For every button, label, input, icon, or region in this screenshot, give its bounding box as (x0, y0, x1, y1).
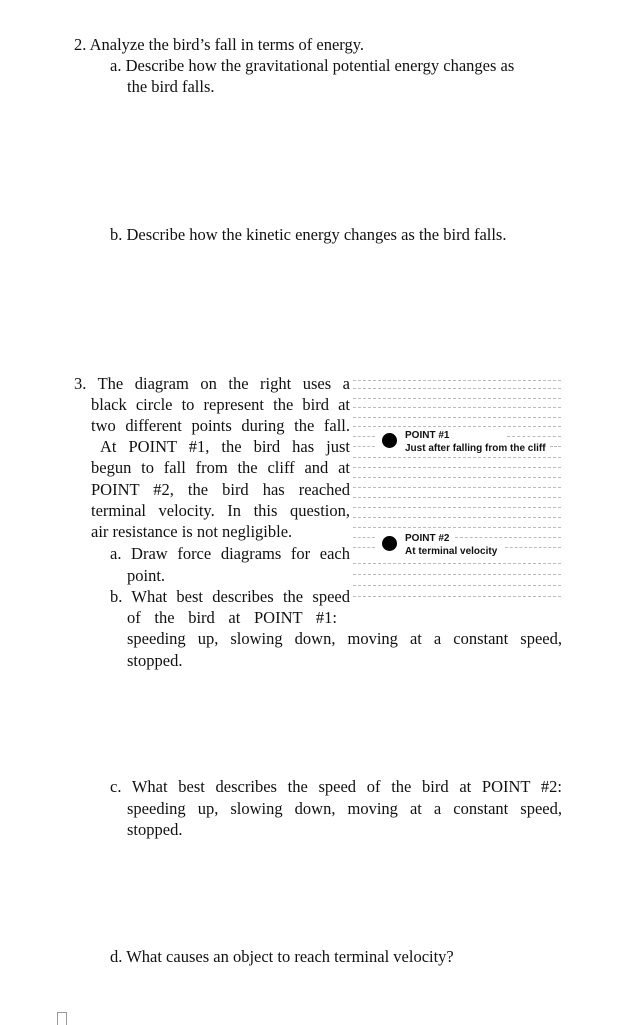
q2b: b. Describe how the kinetic energy changes as the bird falls. (110, 225, 507, 244)
point-1-description: Just after falling from the cliff (405, 443, 546, 454)
q3-line-6: POINT #2, the bird has reached (91, 480, 350, 499)
q3d: d. What causes an object to reach terminal velocity? (110, 947, 454, 966)
q3-line-5: begun to fall from the cliff and at (91, 458, 350, 477)
point-2-description: At terminal velocity (405, 546, 498, 557)
point-2-title: POINT #2 (405, 533, 450, 544)
q3c-line2: speeding up, slowing down, moving at a constant speed, (127, 799, 562, 818)
q3-line-4: At POINT #1, the bird has just (100, 437, 350, 456)
q3b-line2: of the bird at POINT #1: (127, 608, 337, 627)
q3-line-2: black circle to represent the bird at (91, 395, 350, 414)
page-corner-mark (57, 1012, 67, 1025)
point-1-title: POINT #1 (405, 430, 450, 441)
q2a-line1: a. Describe how the gravitational potential energy changes as (110, 56, 515, 75)
point-2-bird-dot (382, 536, 397, 551)
q2a-line2: the bird falls. (127, 77, 215, 96)
q3b-line1: b. What best describes the speed (110, 587, 350, 606)
q3-line-3: two different points during the fall. (91, 416, 350, 435)
q3-line-7: terminal velocity. In this question, (91, 501, 350, 520)
q3c-line3: stopped. (127, 820, 183, 839)
q3c-line1: c. What best describes the speed of the bird at POINT #2: (110, 777, 562, 796)
q3b-line4: stopped. (127, 651, 183, 670)
q3-line-1: 3. The diagram on the right uses a (74, 374, 350, 393)
q3b-line3: speeding up, slowing down, moving at a constant speed, (127, 629, 562, 648)
q3a-line1: a. Draw force diagrams for each (110, 544, 350, 563)
point-1-bird-dot (382, 433, 397, 448)
q2-stem: 2. Analyze the bird’s fall in terms of energy. (74, 35, 365, 54)
q3a-line2: point. (127, 566, 166, 585)
q3-line-8: air resistance is not negligible. (91, 522, 293, 541)
